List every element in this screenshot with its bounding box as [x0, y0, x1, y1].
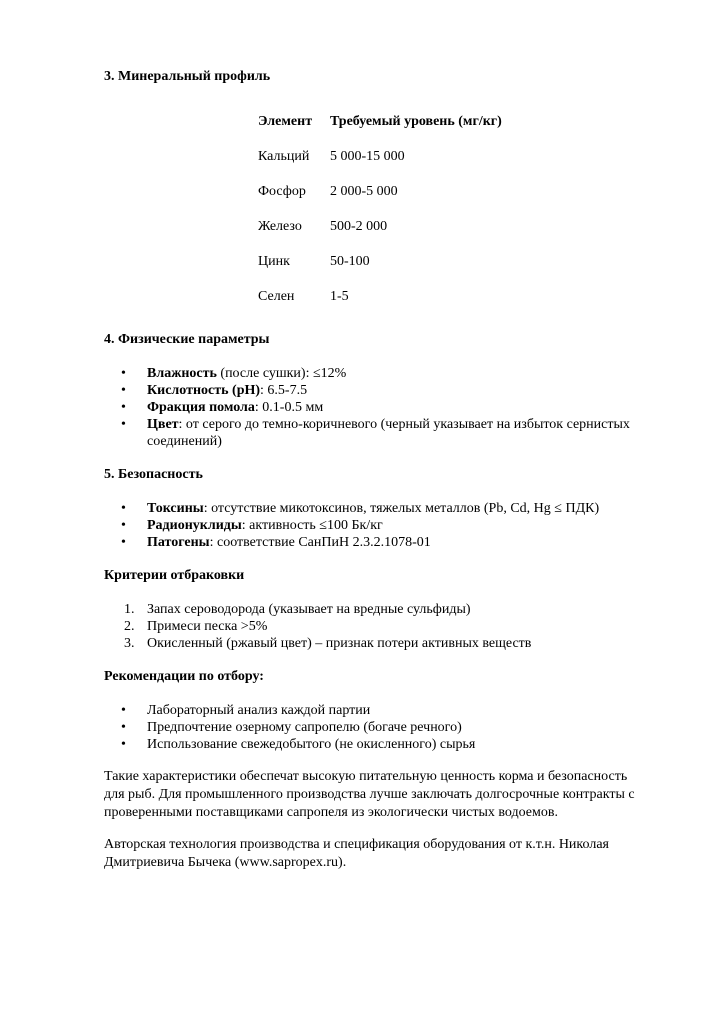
list-item — [147, 399, 323, 416]
table-cell-level: 500-2 000 — [330, 219, 388, 234]
bullet-marker: • — [121, 366, 126, 381]
list-item-term: Патогены — [147, 535, 210, 550]
table-header-level: Требуемый уровень (мг/кг) — [330, 114, 502, 129]
mineral-heading: 3. Минеральный профиль — [104, 69, 271, 84]
bullet-marker: • — [121, 383, 126, 398]
bullet-marker: • — [121, 535, 126, 550]
list-item-text: : соответствие СанПиН 2.3.2.1078-01 — [209, 535, 431, 550]
list-number: 2. — [124, 619, 135, 634]
list-number: 3. — [124, 636, 135, 651]
list-item-text: : 0.1-0.5 мм — [254, 400, 324, 415]
physical-heading: 4. Физические параметры — [104, 332, 270, 347]
list-item-term: Токсины — [147, 501, 204, 516]
list-item-text: : 6.5-7.5 — [260, 383, 308, 398]
list-item-text: : от серого до темно-коричневого (черный указывает на избыток сернистых соединений) — [147, 417, 630, 449]
list-item: Лабораторный анализ каждой партии — [147, 703, 371, 718]
list-item: Запах сероводорода (указывает на вредные сульфиды) — [147, 602, 471, 617]
list-item-text: : отсутствие микотоксинов, тяжелых металлов (Pb, Cd, Hg ≤ ПДК) — [203, 501, 600, 516]
list-item-term: Влажность — [147, 366, 217, 381]
list-item — [147, 382, 307, 399]
credits-paragraph: Авторская технология производства и спецификация оборудования от к.т.н. Николая Дмитриевича Бычека (www.sapropex.ru). — [104, 837, 609, 870]
list-item — [147, 416, 657, 450]
bullet-marker: • — [121, 703, 126, 718]
bullet-marker: • — [121, 400, 126, 415]
bullet-marker: • — [121, 501, 126, 516]
summary-paragraph: Такие характеристики обеспечат высокую питательную ценность корма и безопасность для рыб. Для промышленного производства лучше заключать долгосрочные контракты с проверенными поставщиками сапропеля из экологически чистых водоемов. — [104, 769, 635, 820]
list-item — [147, 534, 431, 551]
list-item-term: Кислотность (pH) — [147, 383, 261, 398]
bullet-marker: • — [121, 737, 126, 752]
table-cell-element: Кальций — [258, 149, 310, 164]
bullet-marker: • — [121, 417, 126, 432]
list-item: Окисленный (ржавый цвет) – признак потери активных веществ — [147, 636, 532, 651]
list-item-text: : активность ≤100 Бк/кг — [241, 518, 383, 533]
safety-heading: 5. Безопасность — [104, 467, 203, 482]
bullet-marker: • — [121, 720, 126, 735]
list-item-term: Радионуклиды — [147, 518, 242, 533]
table-cell-element: Фосфор — [258, 184, 306, 199]
list-item — [147, 365, 346, 382]
table-cell-element: Селен — [258, 289, 295, 304]
table-cell-level: 1-5 — [330, 289, 349, 304]
table-cell-level: 5 000-15 000 — [330, 149, 405, 164]
list-item-term: Цвет — [147, 417, 179, 432]
list-number: 1. — [124, 602, 135, 617]
list-item — [147, 500, 599, 517]
list-item: Предпочтение озерному сапропелю (богаче речного) — [147, 720, 462, 735]
list-item-term: Фракция помола — [147, 400, 255, 415]
table-cell-level: 50-100 — [330, 254, 370, 269]
list-item: Использование свежедобытого (не окисленного) сырья — [147, 737, 476, 752]
table-cell-element: Железо — [258, 219, 302, 234]
list-item-text: (после сушки): ≤12% — [216, 366, 347, 381]
list-item: Примеси песка >5% — [147, 619, 268, 634]
rejection-heading: Критерии отбраковки — [104, 568, 245, 583]
recommendations-heading: Рекомендации по отбору: — [104, 669, 264, 684]
table-cell-element: Цинк — [258, 254, 290, 269]
table-cell-level: 2 000-5 000 — [330, 184, 398, 199]
table-header-element: Элемент — [258, 114, 313, 129]
list-item — [147, 517, 383, 534]
bullet-marker: • — [121, 518, 126, 533]
